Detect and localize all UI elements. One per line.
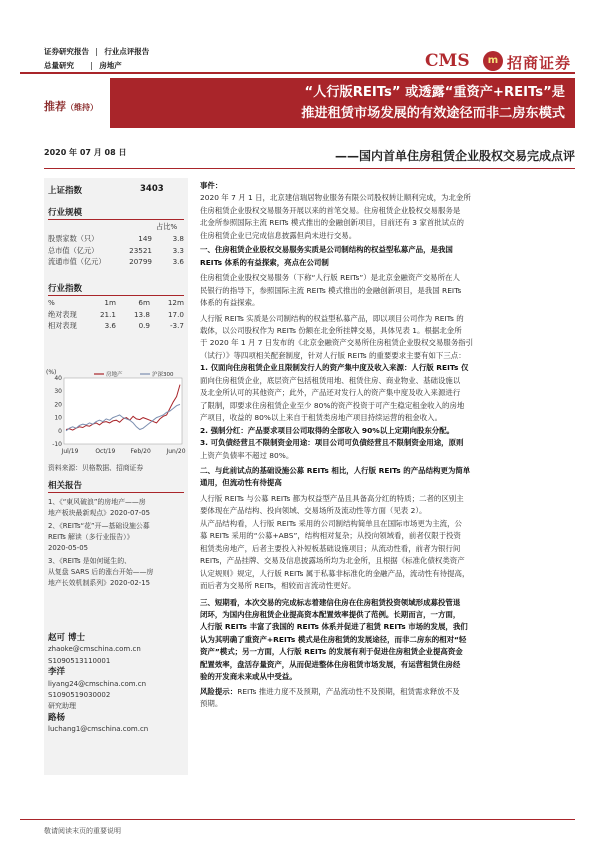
chart-plot-area — [64, 378, 182, 444]
text-line: 验的开发商未来或从中受益。 — [200, 672, 297, 682]
report-category-line — [44, 46, 149, 58]
related-report-link[interactable] — [48, 497, 186, 519]
title-line-1: “人行版REITs” 或透露“重资产+REITs”是 — [304, 85, 565, 100]
research-type: 总量研究 — [44, 61, 74, 70]
col-header: % — [48, 298, 55, 307]
text-line: 配置效率，盘活存量资产，从而促进整体住房租赁市场发展，有运营租赁住房经 — [200, 659, 461, 669]
row-label: 股票家数（只） — [48, 234, 99, 243]
index-value: 3403 — [140, 184, 164, 194]
scale-rule — [48, 219, 184, 220]
y-tick-label: 30 — [54, 388, 62, 396]
text-line: 从产品结构看，人行版 REITs 采用的公司制结构简单且在国际市场更为主流，公 — [200, 518, 462, 528]
text-line: 人行版 REITs 实质是公司制结构的权益型私募产品，即以项目公司作为 REITs 的 — [200, 313, 464, 323]
section-1-heading — [200, 244, 580, 269]
risk-text: 预期。 — [200, 699, 223, 709]
y-tick-label: 10 — [54, 414, 62, 422]
text-line: 租赁类房地产，后者主要投入补短板基础设施项目；从流动性看，前者为银行间 — [200, 543, 461, 553]
section-1-point-3 — [200, 437, 580, 462]
analyst-email[interactable]: liyang24@cmschina.com.cn — [48, 679, 147, 688]
heading-line: 二、与此前试点的基础设施公募 REITs 相比，人行版 REITs 的产品结构更为简单 — [200, 465, 471, 475]
table-row — [48, 256, 184, 268]
row-value: 149 — [138, 234, 152, 243]
table-row — [48, 320, 184, 332]
related-line: 2、《REITs“花”开—基础设施公募 — [48, 522, 150, 530]
row-label: 绝对表现 — [48, 309, 77, 319]
related-line: 地产板块最新观点》2020-07-05 — [48, 509, 151, 517]
table-row — [48, 233, 184, 245]
assistant-title: 研究助理 — [48, 702, 76, 711]
analyst-id: S1090519030002 — [48, 691, 111, 700]
index-label: 上证指数 — [48, 186, 83, 196]
text-line: 上资产负债率不超过 80%。 — [200, 450, 294, 460]
text-line: 载体，以公司股权作为 REITs 份额在北金所挂牌交易，具体见表 1。根据北金所 — [200, 325, 462, 335]
legend-label: 房地产 — [106, 372, 123, 378]
section-1-paragraph — [200, 313, 580, 363]
section-2-paragraph — [200, 493, 580, 518]
col-header: 12m — [167, 298, 184, 307]
row-pct: 3.6 — [172, 257, 184, 267]
perf-title: 行业指数 — [48, 284, 83, 294]
section-2-paragraph — [200, 518, 580, 593]
analyst-email[interactable]: zhaoke@cmschina.com.cn — [48, 645, 141, 654]
logo-badge-icon: m — [483, 51, 503, 71]
related-line: REITs 解读（多行业报告）》 — [48, 533, 134, 541]
analyst-id: S1090513110001 — [48, 656, 111, 665]
risk-warning — [200, 686, 580, 711]
text-line: 体系的有益探索。 — [200, 298, 260, 308]
analyst-name: 李洋 — [48, 667, 66, 678]
cell: 17.0 — [167, 309, 184, 319]
row-value: 23521 — [129, 245, 152, 255]
text-line: 产项目，收益的 80%以上来自于租赁类房地产项目持续运营的租金收入。 — [200, 413, 443, 423]
section-1-paragraph — [200, 272, 580, 309]
row-pct: 3.8 — [172, 234, 184, 243]
footer-divider — [20, 819, 575, 820]
text-line: REITs，产品挂牌、交易及信息披露场所均为北金所，且根据《标准化债权类资产 — [200, 556, 465, 566]
logo-cn-text: 招商证券 — [507, 54, 572, 72]
report-subtype: 行业点评报告 — [104, 47, 150, 56]
report-type: 证券研究报告 — [44, 47, 89, 56]
heading-line: 一、住房租赁企业股权交易服务实质是公司制结构的权益型私募产品，是我国 — [200, 245, 453, 255]
text-line: 面向住房租赁企业，底层资产包括租赁用地、租赁住房、商业物业、基础设施以 — [200, 375, 461, 385]
cms-logo — [425, 48, 575, 74]
related-line: 从复盘 SARS 后的涨台开始——房 — [48, 568, 154, 576]
text-line: 民银行的指导下，参照国际主流 REITs 模式推出的金融创新项目，是我国 REITs — [200, 285, 462, 295]
event-title: 事件： — [200, 181, 223, 190]
col-header: 6m — [138, 298, 150, 307]
cell: 3.6 — [104, 321, 116, 331]
perf-rule — [48, 295, 184, 296]
row-label: 相对表现 — [48, 321, 77, 331]
cell: 0.9 — [138, 321, 150, 331]
logo-cms-text: CMS — [425, 51, 470, 71]
rating — [44, 98, 98, 114]
row-label: 流通市值（亿元） — [48, 257, 106, 267]
y-tick-label: 40 — [54, 375, 62, 382]
text-line: 认定规则》规定，人行版 REITs 属于私募非标准化的金融产品，流动性有待提高， — [200, 568, 470, 578]
text-line: 北金所参照国际主流 REITs 模式推出的金融创新项目，目前还有 3 家首批试点的 — [200, 218, 464, 228]
col-header: 1m — [104, 298, 116, 307]
row-pct: 3.3 — [172, 245, 184, 255]
text-line: 了限制，即要求住房租赁企业至少 80%的资产投资于可产生稳定租金收入的房地 — [200, 400, 465, 410]
x-tick-label: Jul/19 — [61, 448, 79, 455]
risk-text: REITs 推进力度不及预期，产品流动性不及预期，租赁需求释放不及 — [237, 686, 460, 696]
assistant-name: 路杨 — [48, 712, 66, 723]
performance-chart — [44, 366, 188, 462]
section-1-point-2: 2. 强制分红：产品要求项目公司取得的全部收入 90%以上定期向股东分配。 — [200, 425, 455, 435]
row-value: 20799 — [129, 257, 152, 267]
related-list — [48, 497, 186, 589]
text-line: 资产”模式；另一方面，人行版 REITs 的发展有利于促进住房租赁企业提高资金 — [200, 647, 463, 657]
cell: 21.1 — [99, 309, 116, 319]
sector-name: 房地产 — [99, 61, 122, 70]
text-line: 闭环，为国内住房租赁企业提高资本配置效率提供了范例。长期而言，一方面， — [200, 609, 461, 619]
table-header-row — [48, 297, 184, 309]
related-line: 3、《REITs 是如何诞生的、 — [48, 557, 131, 565]
header-divider — [20, 72, 575, 74]
x-tick-label: Jun/20 — [166, 448, 186, 455]
y-axis-label: (%) — [46, 369, 57, 376]
row-label: 总市值（亿元） — [48, 245, 99, 255]
rating-sub: （维持） — [66, 103, 98, 112]
scale-title: 行业规模 — [48, 208, 83, 218]
x-tick-label: Oct/19 — [95, 448, 116, 455]
text-line: 人行版 REITs 丰富了我国的 REITs 体系并促进了租赁 REITs 市场的发展，我们 — [200, 622, 468, 632]
text-line: 人行版 REITs 与公募 REITs 都为权益型产品且具备高分红的特质；二者的区别主 — [200, 493, 464, 503]
heading-line: REITs 体系的有益探索，亮点在公司制 — [200, 257, 329, 267]
event-paragraph — [200, 192, 580, 242]
scale-col-header: 占比% — [156, 222, 178, 231]
related-title: 相关报告 — [48, 481, 83, 491]
assistant-email[interactable]: luchang1@cmschina.com.cn — [48, 725, 149, 734]
report-subtitle: ——国内首单住房租赁企业股权交易完成点评 — [334, 149, 575, 163]
subtitle-divider — [44, 168, 575, 169]
y-tick-label: 0 — [58, 427, 62, 435]
report-sector-line — [44, 60, 122, 72]
main-content — [200, 180, 580, 711]
text-line: 认为其明确了重资产+REITs 模式是住房租赁的发展途径，而非二房东的相对“轻 — [200, 634, 467, 644]
text-line: 要体现在产品结构、投向领域、交易场所及流动性等方面（见表 2）。 — [200, 506, 427, 516]
text-line: 募 REITs 采用的“公募+ABS”，结构相对复杂；从投向领域看，前者仅限于投资 — [200, 531, 461, 541]
related-report-link[interactable] — [48, 521, 186, 554]
related-line: 地产长效机制系列》2020-02-15 — [48, 579, 151, 587]
y-tick-label: 20 — [54, 401, 62, 409]
chart-source: 资料来源：贝格数据、招商证券 — [48, 464, 144, 472]
report-date: 2020 年 07 月 08 日 — [44, 148, 127, 157]
text-line: 1. 仅面向住房租赁企业且限制发行人的资产集中度及收入来源：人行版 REITs 仅 — [200, 363, 469, 373]
table-row — [48, 309, 184, 321]
analyst-block — [48, 633, 186, 736]
perf-table — [48, 297, 184, 332]
title-line-2: 推进租赁市场发展的有效途径而非二房东模式 — [301, 106, 565, 121]
section-1-point-1 — [200, 362, 580, 424]
heading-line: 通用，但流动性有待提高 — [200, 478, 282, 488]
table-row — [48, 245, 184, 257]
related-line: 2020-05-05 — [48, 544, 89, 552]
cell: -3.7 — [169, 321, 184, 331]
text-line: 住房租赁企业已完成信息披露但尚未进行交易。 — [200, 230, 357, 240]
y-tick-label: -10 — [52, 441, 62, 448]
rating-main: 推荐 — [44, 100, 66, 113]
text-line: 3. 可负债经营且不限制资金用途：项目公司可负债经营且不限制资金用途，原则 — [200, 438, 464, 448]
title-banner — [110, 78, 575, 128]
text-line: （试行）》等四项相关配套制度，针对人行版 REITs 的重要要求主要有如下三点： — [200, 350, 466, 360]
risk-label: 风险提示： — [200, 686, 238, 696]
text-line: 2020 年 7 月 1 日，北京建信瑞居物业服务有限公司股权转让顺利完成，为北金所 — [200, 193, 471, 203]
footer-disclaimer[interactable]: 敬请阅读末页的重要说明 — [44, 827, 121, 835]
text-line: 而后者为交易所 REITs，相较而言流动性更好。 — [200, 581, 356, 591]
scale-table — [48, 233, 184, 268]
legend-label: 沪深300 — [152, 372, 174, 378]
separator: | — [90, 61, 93, 70]
section-3-paragraph — [200, 597, 580, 684]
text-line: 住房租赁企业股权交易服务（下称“人行版 REITs”）是北京金融资产交易所在人 — [200, 273, 460, 283]
cell: 13.8 — [133, 309, 150, 319]
analyst-name: 赵可 博士 — [48, 633, 85, 643]
related-report-link[interactable] — [48, 556, 186, 589]
x-tick-label: Feb/20 — [130, 448, 151, 455]
section-2-heading — [200, 465, 580, 490]
related-rule — [48, 492, 184, 493]
related-line: 1、《“東风破浪”的房地产——房 — [48, 498, 146, 506]
sidebar — [44, 178, 188, 775]
text-line: 于 2020 年 1 月 7 日发布的《北京金融资产交易所住房租赁企业股权交易服务指引 — [200, 338, 474, 348]
text-line: 住房租赁企业股权交易服务开展以来的首笔交易。住房租赁企业股权交易服务是 — [200, 205, 461, 215]
text-line: 三、短期看，本次交易的完成标志着建信住房在住房租赁投资领域形成募投管退 — [200, 597, 461, 607]
separator: | — [95, 47, 98, 56]
text-line: 及北金所认可的其他资产；此外，产品还对发行人的资产集中度及收入来源进行 — [200, 388, 461, 398]
